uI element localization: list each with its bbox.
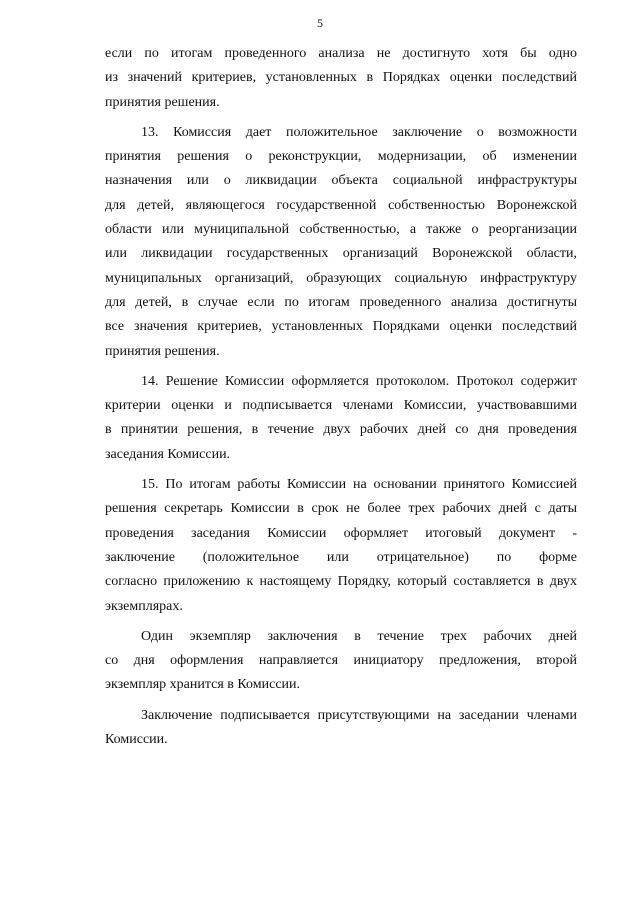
text-line: или ликвидации государственных организаций Воронежской области, <box>105 246 577 262</box>
text-line: 15. По итогам работы Комиссии на основании принятого Комиссией <box>141 477 577 493</box>
text-line: заключение (положительное или отрицательное) по форме <box>105 549 577 565</box>
text-line: экземплярах. <box>105 598 183 614</box>
paragraph-continuation <box>105 42 577 115</box>
paragraph-15 <box>105 473 577 619</box>
text-line: 13. Комиссия дает положительное заключение о возможности <box>141 124 577 140</box>
text-line: назначения или о ликвидации объекта социальной инфраструктуры <box>105 173 577 189</box>
text-line: принятия решения о реконструкции, модернизации, об изменении <box>105 149 577 165</box>
text-line: Заключение подписывается присутствующими на заседании членами <box>141 707 577 723</box>
text-line: Комиссии. <box>105 732 168 748</box>
document-body <box>105 42 577 752</box>
text-line: муниципальных организаций, образующих социальную инфраструктуру <box>105 270 577 286</box>
text-line: заседания Комиссии. <box>105 446 231 462</box>
text-line: если по итогам проведенного анализа не достигнуто хотя бы одно <box>105 46 577 61</box>
paragraph-signature <box>105 704 577 753</box>
paragraph-13 <box>105 121 577 364</box>
text-line: проведения заседания Комиссии оформляет итоговый документ - <box>105 525 577 541</box>
text-line: из значений критериев, установленных в Порядках оценки последствий <box>105 70 577 86</box>
text-line: области или муниципальной собственностью, а также о реорганизации <box>105 222 577 238</box>
text-line: все значения критериев, установленных Порядками оценки последствий <box>105 319 577 335</box>
text-line: принятия решения. <box>105 343 220 359</box>
page-number: 5 <box>317 16 323 30</box>
paragraph-copy-distribution <box>105 625 577 698</box>
text-line: для детей, в случае если по итогам проведенного анализа достигнуты <box>105 294 577 310</box>
text-line: Один экземпляр заключения в течение трех рабочих дней <box>141 628 577 644</box>
text-line: согласно приложению к настоящему Порядку, который составляется в двух <box>105 574 577 590</box>
text-line: для детей, являющегося государственной собственностью Воронежской <box>105 197 577 213</box>
text-line: 14. Решение Комиссии оформляется протоколом. Протокол содержит <box>141 373 577 389</box>
text-line: решения секретарь Комиссии в срок не более трех рабочих дней с даты <box>105 501 577 517</box>
text-line: критерии оценки и подписывается членами Комиссии, участвовавшими <box>105 398 577 414</box>
text-line: в принятии решения, в течение двух рабочих дней со дня проведения <box>105 422 577 438</box>
paragraph-14 <box>105 370 577 467</box>
text-line: принятия решения. <box>105 94 220 110</box>
text-line: со дня оформления направляется инициатору предложения, второй <box>105 653 577 669</box>
text-line: экземпляр хранится в Комиссии. <box>105 677 301 693</box>
